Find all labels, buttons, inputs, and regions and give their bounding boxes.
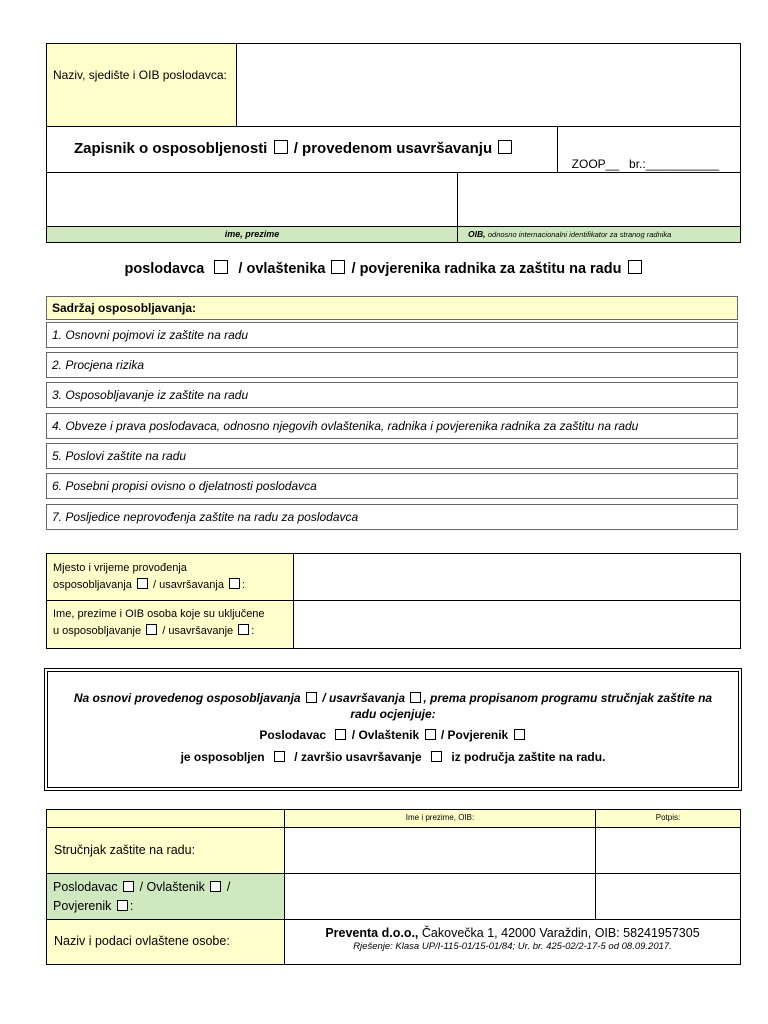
sig-employer-label-cell xyxy=(47,874,284,919)
sig-authorized-checkbox[interactable] xyxy=(210,881,221,892)
company-decision: Rješenje: Klasa UP/I-115-01/15-01/84; Ur. br. 425-02/2-17-5 od 08.09.2017. xyxy=(353,941,672,952)
name-label: ime, prezime xyxy=(224,229,280,239)
assessment-line1b: / usavršavanja xyxy=(322,691,406,705)
sig-representative-checkbox[interactable] xyxy=(117,900,128,911)
content-item-text: 6. Posebni propisi ovisno o djelatnosti poslodavca xyxy=(52,479,317,493)
content-item-2 xyxy=(46,352,738,378)
name-input[interactable] xyxy=(47,173,457,226)
persons-line2b: / usavršavanje xyxy=(162,625,234,637)
assessment-line1c: , prema propisanom programu stručnjak zaštite na xyxy=(423,691,713,705)
assessment-employer: Poslodavac xyxy=(259,728,327,742)
zoop-number: ZOOP__ br.:___________ xyxy=(571,157,720,171)
assessment-authorized-checkbox[interactable] xyxy=(425,729,436,740)
place-usavrsavanje-checkbox[interactable] xyxy=(229,578,240,589)
zoop-cell xyxy=(558,127,740,172)
sig-header-sign xyxy=(596,810,740,827)
company-address: Čakovečka 1, 42000 Varaždin, OIB: 58241957305 xyxy=(421,926,700,940)
sig-header-blank xyxy=(47,810,284,827)
employer-label-cell xyxy=(47,44,237,126)
role-employer: poslodavca xyxy=(124,261,205,277)
sig-slash: / xyxy=(226,880,231,894)
sig-representative: Povjerenik xyxy=(53,899,112,913)
place-line1: Mjesto i vrijeme provođenja xyxy=(53,562,187,574)
persons-label-cell xyxy=(47,601,293,648)
persons-line2a: u osposobljavanje xyxy=(53,625,142,637)
assessment-finished-checkbox[interactable] xyxy=(431,751,442,762)
sig-header-name xyxy=(285,810,595,827)
persons-line2c: : xyxy=(251,625,255,637)
role-authorized-checkbox[interactable] xyxy=(331,260,345,274)
title-part1: Zapisnik o osposobljenosti xyxy=(74,140,268,157)
sig-employer: Poslodavac xyxy=(53,880,118,894)
content-item-text: 5. Poslovi zaštite na radu xyxy=(52,449,187,463)
assessment-text xyxy=(56,690,730,765)
sig-company-label: Naziv i podaci ovlaštene osobe: xyxy=(54,934,230,948)
content-item-text: 1. Osnovni pojmovi iz zaštite na radu xyxy=(52,328,249,342)
sig-expert-sign-input[interactable] xyxy=(596,828,740,873)
sig-authorized: / Ovlaštenik xyxy=(139,880,205,894)
content-item-text: 4. Obveze i prava poslodavaca, odnosno njegovih ovlaštenika, radnika i povjerenika radnika za zaštitu na radu xyxy=(52,419,639,433)
company-name: Preventa d.o.o., xyxy=(325,926,419,940)
assessment-trained-checkbox[interactable] xyxy=(274,751,285,762)
persons-input[interactable] xyxy=(294,601,740,648)
content-item-text: 3. Osposobljavanje iz zaštite na radu xyxy=(52,388,249,402)
role-authorized: / ovlaštenika xyxy=(238,261,326,277)
assessment-line1d: radu ocjenjuje: xyxy=(350,707,436,721)
persons-osposobljavanje-checkbox[interactable] xyxy=(146,624,157,635)
assessment-representative-checkbox[interactable] xyxy=(514,729,525,740)
oib-note: odnosno internacionalni identifikator za stranog radnika xyxy=(487,230,672,239)
usavrsavanje-checkbox[interactable] xyxy=(498,140,512,154)
assessment-employer-checkbox[interactable] xyxy=(335,729,346,740)
role-selection xyxy=(0,260,768,277)
oib-input[interactable] xyxy=(458,173,740,226)
sig-col-name: Ime i prezime, OIB: xyxy=(405,813,475,822)
sig-col-sign: Potpis: xyxy=(655,813,681,822)
sig-expert-label-cell xyxy=(47,828,284,873)
employer-input[interactable] xyxy=(238,44,740,126)
content-item-text: 2. Procjena rizika xyxy=(52,358,145,372)
place-line2c: : xyxy=(242,579,246,591)
content-item-4 xyxy=(46,413,738,439)
sig-employer-checkbox[interactable] xyxy=(123,881,134,892)
sig-employer-name-input[interactable] xyxy=(285,874,595,919)
sig-company-label-cell xyxy=(47,920,284,964)
assessment-authorized: / Ovlaštenik xyxy=(351,728,420,742)
assessment-trained: je osposobljen xyxy=(180,750,265,764)
content-item-7 xyxy=(46,504,738,530)
sig-employer-sign-input[interactable] xyxy=(596,874,740,919)
sig-expert-name-input[interactable] xyxy=(285,828,595,873)
place-osposobljavanje-checkbox[interactable] xyxy=(137,578,148,589)
oib-label-bar xyxy=(458,226,740,242)
employer-label: Naziv, sjedište i OIB poslodavca: xyxy=(53,68,227,82)
role-employer-checkbox[interactable] xyxy=(214,260,228,274)
content-item-text: 7. Posljedice neprovođenja zaštite na radu za poslodavca xyxy=(52,510,359,524)
content-item-1 xyxy=(46,322,738,348)
place-label-cell xyxy=(47,554,293,600)
assessment-area: iz područja zaštite na radu. xyxy=(451,750,606,764)
content-item-3 xyxy=(46,382,738,408)
assessment-osposobljavanje-checkbox[interactable] xyxy=(306,692,317,703)
sig-company-info xyxy=(285,920,740,964)
persons-usavrsavanje-checkbox[interactable] xyxy=(238,624,249,635)
assessment-line1a: Na osnovi provedenog osposobljavanja xyxy=(73,691,301,705)
sig-colon: : xyxy=(129,899,134,913)
oib-label: OIB, xyxy=(468,229,486,239)
assessment-usavrsavanje-checkbox[interactable] xyxy=(410,692,421,703)
assessment-finished: / završio usavršavanje xyxy=(294,750,422,764)
place-line2b: / usavršavanja xyxy=(153,579,224,591)
assessment-representative: / Povjerenik xyxy=(440,728,509,742)
content-item-5 xyxy=(46,443,738,469)
content-heading-text: Sadržaj osposobljavanja: xyxy=(52,301,197,315)
place-line2a: osposobljavanja xyxy=(53,579,132,591)
name-label-bar xyxy=(47,226,457,242)
sig-expert-label: Stručnjak zaštite na radu: xyxy=(54,843,196,857)
content-item-6 xyxy=(46,473,738,499)
persons-line1: Ime, prezime i OIB osoba koje su uključene xyxy=(53,608,265,620)
role-representative: / povjerenika radnika za zaštitu na radu xyxy=(351,261,622,277)
content-heading xyxy=(46,296,738,320)
title-cell xyxy=(47,127,557,172)
place-input[interactable] xyxy=(294,554,740,600)
title-part2: / provedenom usavršavanju xyxy=(293,140,493,157)
role-representative-checkbox[interactable] xyxy=(628,260,642,274)
osposobljenost-checkbox[interactable] xyxy=(274,140,288,154)
